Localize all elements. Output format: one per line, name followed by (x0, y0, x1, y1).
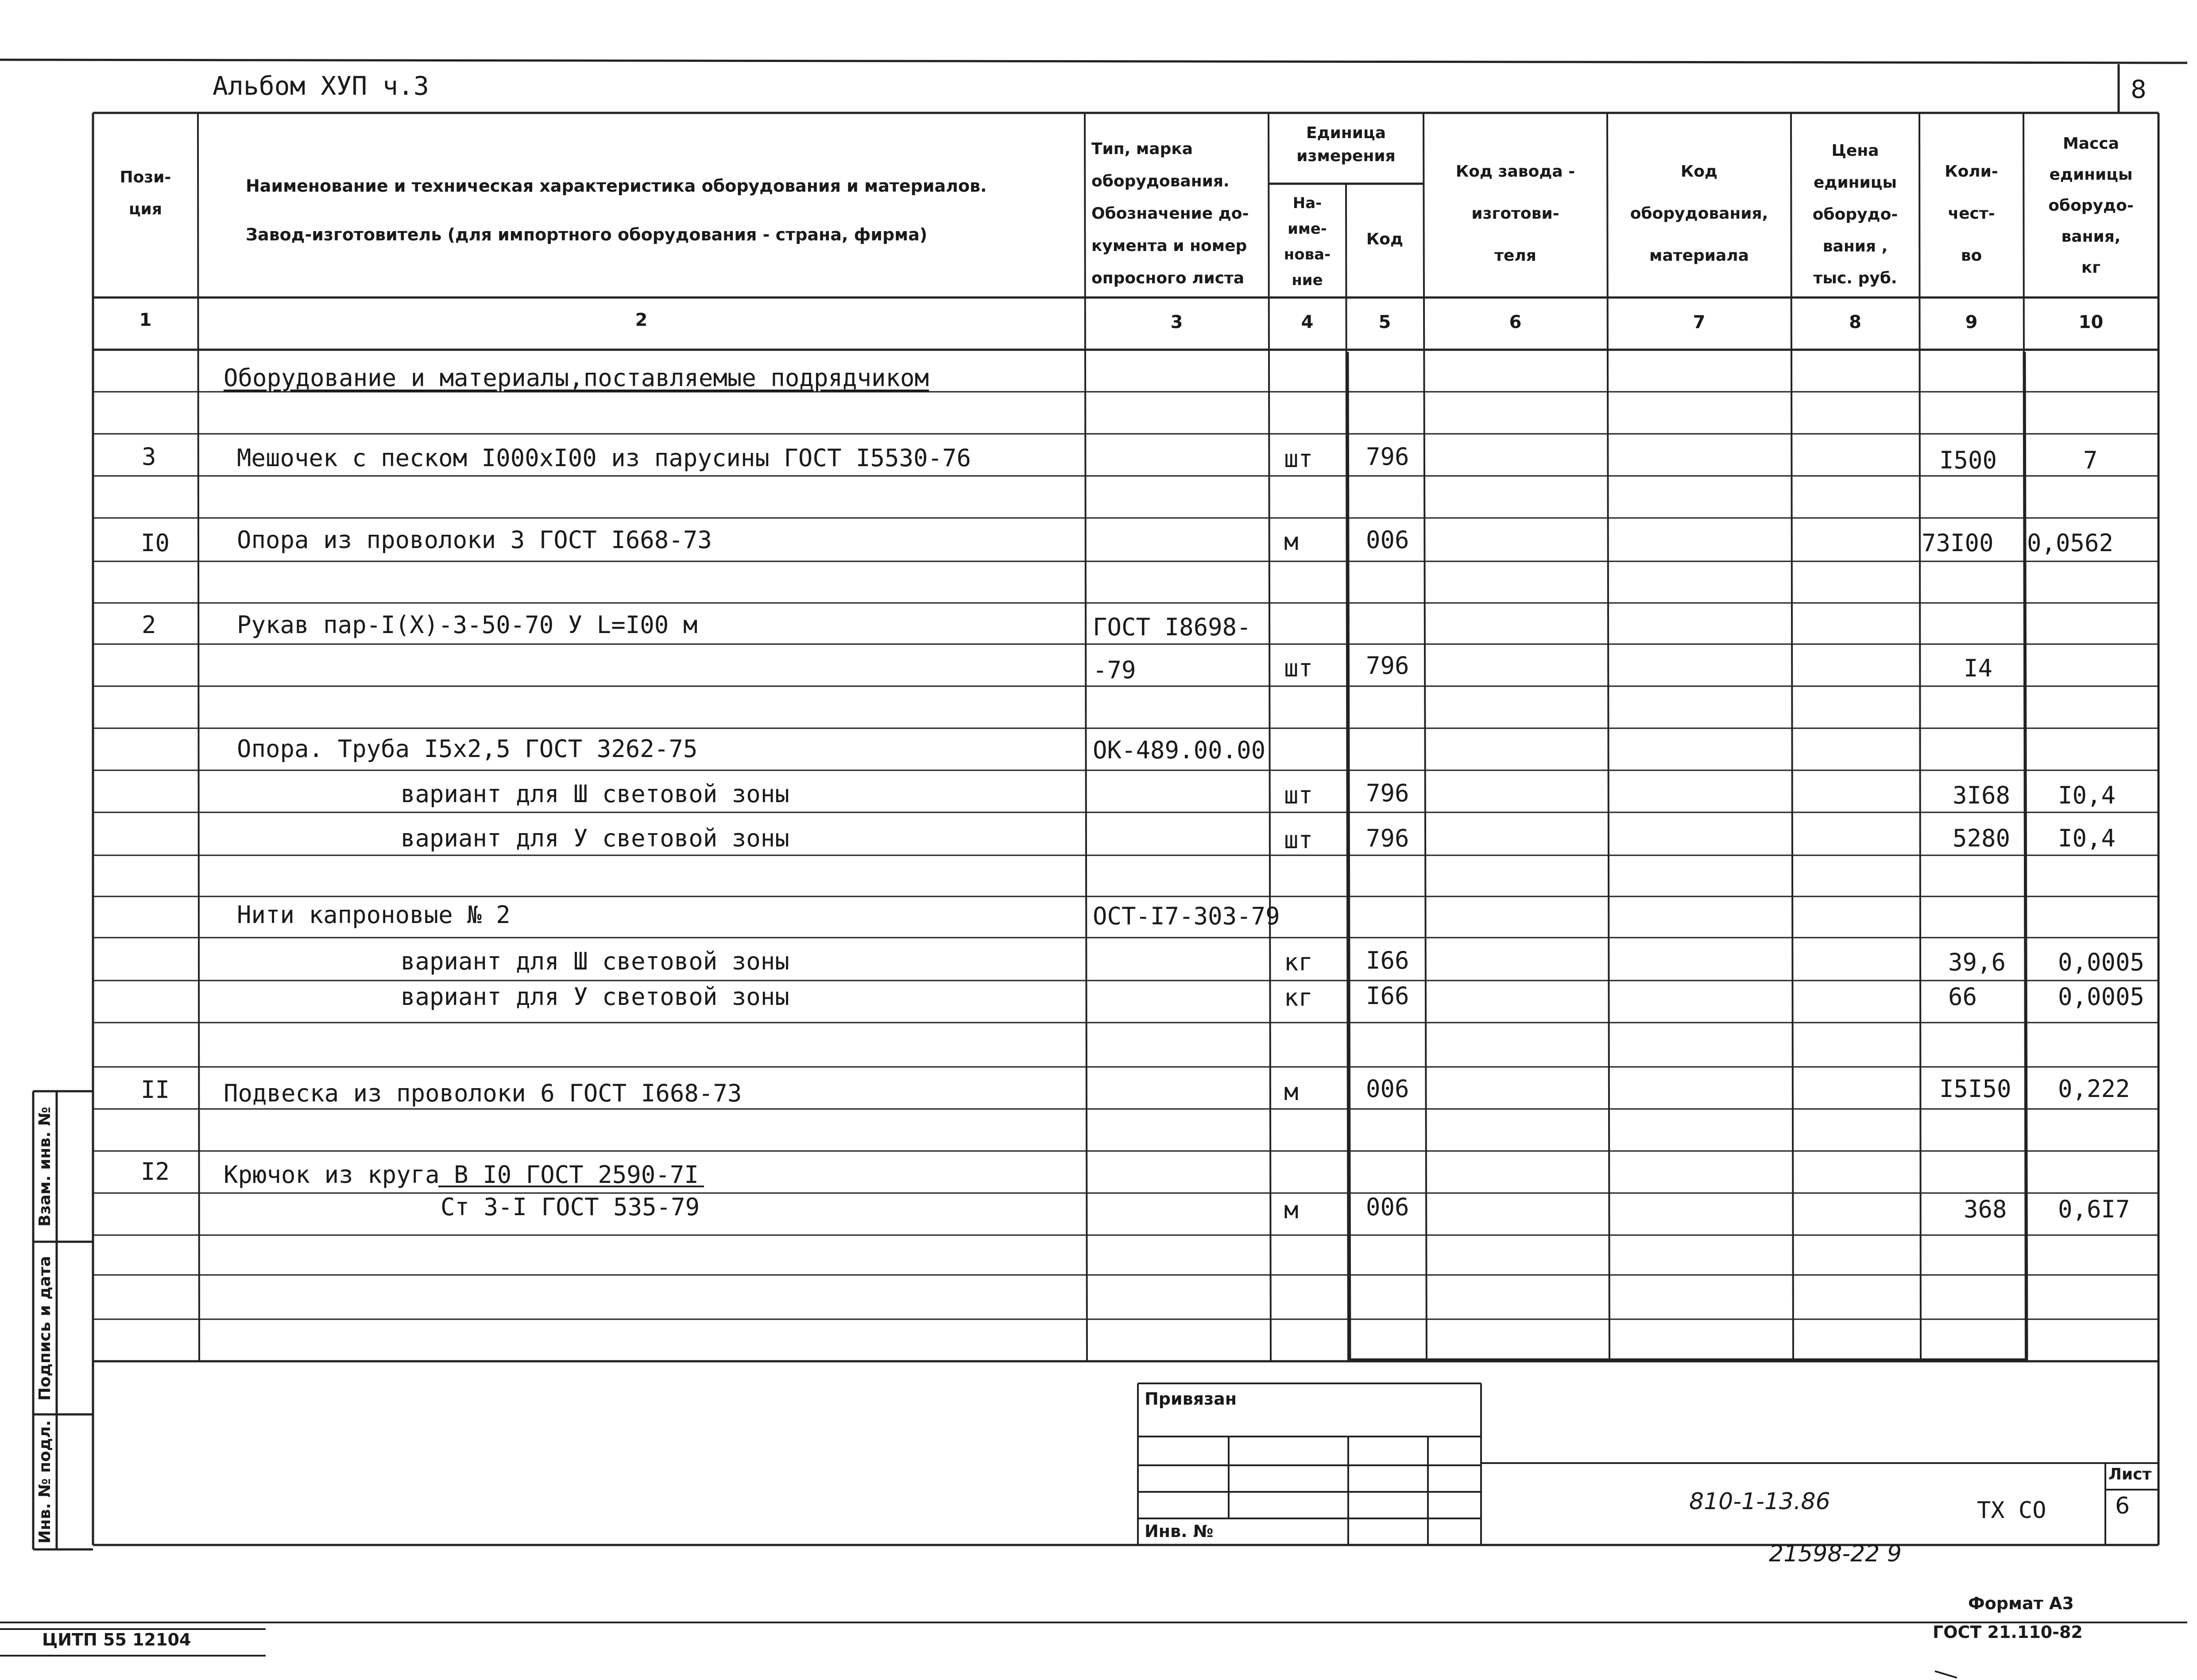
corner-sheet-number: 8 (2131, 75, 2147, 104)
row-name: Ст 3-I ГОСТ 535-79 (441, 1193, 700, 1221)
row-unit: м (1284, 1078, 1299, 1106)
row-type: ОК-489.00.00 (1093, 736, 1266, 764)
row-name: вариант для У световой зоны (401, 824, 789, 852)
row-mass: 0,0005 (2058, 983, 2145, 1011)
row-name: вариант для Ш световой зоны (401, 780, 789, 808)
row-mass: 7 (2083, 446, 2098, 474)
row-name: вариант для У световой зоны (401, 983, 789, 1011)
row-position: 3 (142, 443, 156, 471)
side-stamp-original-inv: Инв. № подл. (36, 1420, 54, 1544)
row-position: II (141, 1076, 170, 1104)
row-quantity: 368 (1964, 1195, 2007, 1223)
header-factory-code: Код завода - изготови- теля (1455, 162, 1575, 265)
row-position: 2 (142, 611, 156, 639)
row-code: I66 (1366, 982, 1409, 1010)
column-number: 3 (1170, 312, 1183, 332)
header-unit-name: На- име- нова- ние (1284, 194, 1331, 289)
header-position: Пози- ция (120, 168, 171, 218)
row-code: I66 (1366, 946, 1409, 974)
row-name: Рукав пар-I(X)-3-50-70 У L=I00 м (237, 611, 698, 639)
row-name: Подвеска из проволоки 6 ГОСТ I668-73 (224, 1079, 742, 1107)
section-title: Оборудование и материалы,поставляемые подрядчиком (224, 364, 929, 392)
row-unit: шт (1284, 654, 1313, 682)
row-code: 796 (1366, 824, 1409, 852)
column-number: 1 (139, 310, 152, 330)
header-equipment-code: Код оборудования, материала (1630, 162, 1768, 265)
sheet-label: Лист (2108, 1465, 2152, 1483)
row-quantity: I4 (1964, 654, 1993, 682)
header-mass: Масса единицы оборудо- вания, кг (2048, 135, 2134, 277)
header-unit-group: Единица измерения (1296, 124, 1396, 165)
form-standard: ГОСТ 21.110-82 (1933, 1622, 2083, 1642)
row-name: Мешочек с песком I000xI00 из парусины ГОСТ I5530-76 (237, 444, 971, 472)
row-position: I2 (141, 1158, 170, 1186)
row-unit: шт (1284, 781, 1313, 809)
column-number: 7 (1693, 312, 1706, 332)
header-type: Тип, марка оборудования. Обозначение до- кумента и номер опросного листа (1091, 140, 1249, 287)
row-mass: 0,222 (2058, 1075, 2130, 1103)
row-unit: шт (1284, 445, 1313, 473)
column-number: 5 (1378, 312, 1391, 332)
row-name: Опора. Труба I5x2,5 ГОСТ 3262-75 (237, 735, 698, 763)
row-code: 006 (1366, 1075, 1409, 1103)
album-title: Альбом ХУП ч.3 (213, 71, 429, 101)
row-name: Нити капроновые № 2 (237, 901, 511, 929)
row-quantity: 66 (1948, 983, 1977, 1011)
row-unit: шт (1284, 826, 1313, 854)
row-quantity: 5280 (1953, 824, 2011, 852)
row-mass: 0,0562 (2027, 529, 2114, 557)
handwritten-number: 21598-22 9 (1769, 1541, 1902, 1567)
sheet-number: 6 (2115, 1493, 2130, 1519)
row-code: 796 (1366, 652, 1409, 680)
row-code: 006 (1366, 526, 1409, 554)
bound-label: Привязан (1145, 1389, 1237, 1409)
header-name: Наименование и техническая характеристика оборудования и материалов. Завод-изготовитель (для импортного оборудования - страна, фирма) (246, 176, 987, 244)
row-quantity: I5I50 (1939, 1075, 2011, 1103)
row-name: вариант для Ш световой зоны (401, 947, 789, 975)
row-code: 796 (1366, 443, 1409, 471)
row-mass: 0,6I7 (2058, 1195, 2130, 1223)
handwritten-project-code: 810-1-13.86 (1689, 1488, 1830, 1515)
row-mass: I0,4 (2058, 781, 2116, 809)
row-unit: кг (1284, 984, 1313, 1012)
row-code: 006 (1366, 1193, 1409, 1221)
row-quantity: I500 (1939, 446, 1997, 474)
column-number: 2 (635, 310, 648, 330)
column-number: 9 (1965, 312, 1978, 332)
row-quantity: 73I00 (1922, 529, 1994, 557)
column-number: 10 (2078, 312, 2104, 332)
row-unit: м (1284, 528, 1299, 556)
column-number: 8 (1849, 312, 1861, 332)
column-number: 6 (1509, 312, 1522, 332)
row-type: ГОСТ I8698- (1093, 613, 1251, 641)
row-mass: 0,0005 (2058, 948, 2145, 976)
row-unit: м (1284, 1196, 1299, 1224)
row-type: -79 (1093, 656, 1136, 684)
row-quantity: 3I68 (1953, 781, 2011, 809)
row-mass: I0,4 (2058, 824, 2116, 852)
row-unit: кг (1284, 948, 1313, 976)
side-stamp-signature-date: Подпись и дата (36, 1255, 54, 1401)
row-position: I0 (141, 529, 170, 557)
row-type: ОСТ-I7-303-79 (1093, 902, 1280, 930)
column-number: 4 (1301, 312, 1314, 332)
paper-format: Формат А3 (1968, 1594, 2074, 1613)
row-quantity: 39,6 (1948, 948, 2006, 976)
side-stamp-replace-inv: Взам. инв. № (36, 1106, 54, 1227)
row-code: 796 (1366, 779, 1409, 807)
inventory-label: Инв. № (1145, 1522, 1214, 1541)
print-code: ЦИТП 55 12104 (42, 1630, 191, 1649)
row-name: Опора из проволоки 3 ГОСТ I668-73 (237, 526, 712, 554)
header-unit-code: Код (1366, 230, 1404, 248)
header-price: Цена единицы оборудо- вания , тыс. руб. (1812, 142, 1898, 287)
document-code: ТХ СО (1977, 1497, 2046, 1524)
header-quantity: Коли- чест- во (1945, 162, 1998, 265)
row-name: Крючок из круга В I0 ГОСТ 2590-7I (224, 1161, 699, 1189)
